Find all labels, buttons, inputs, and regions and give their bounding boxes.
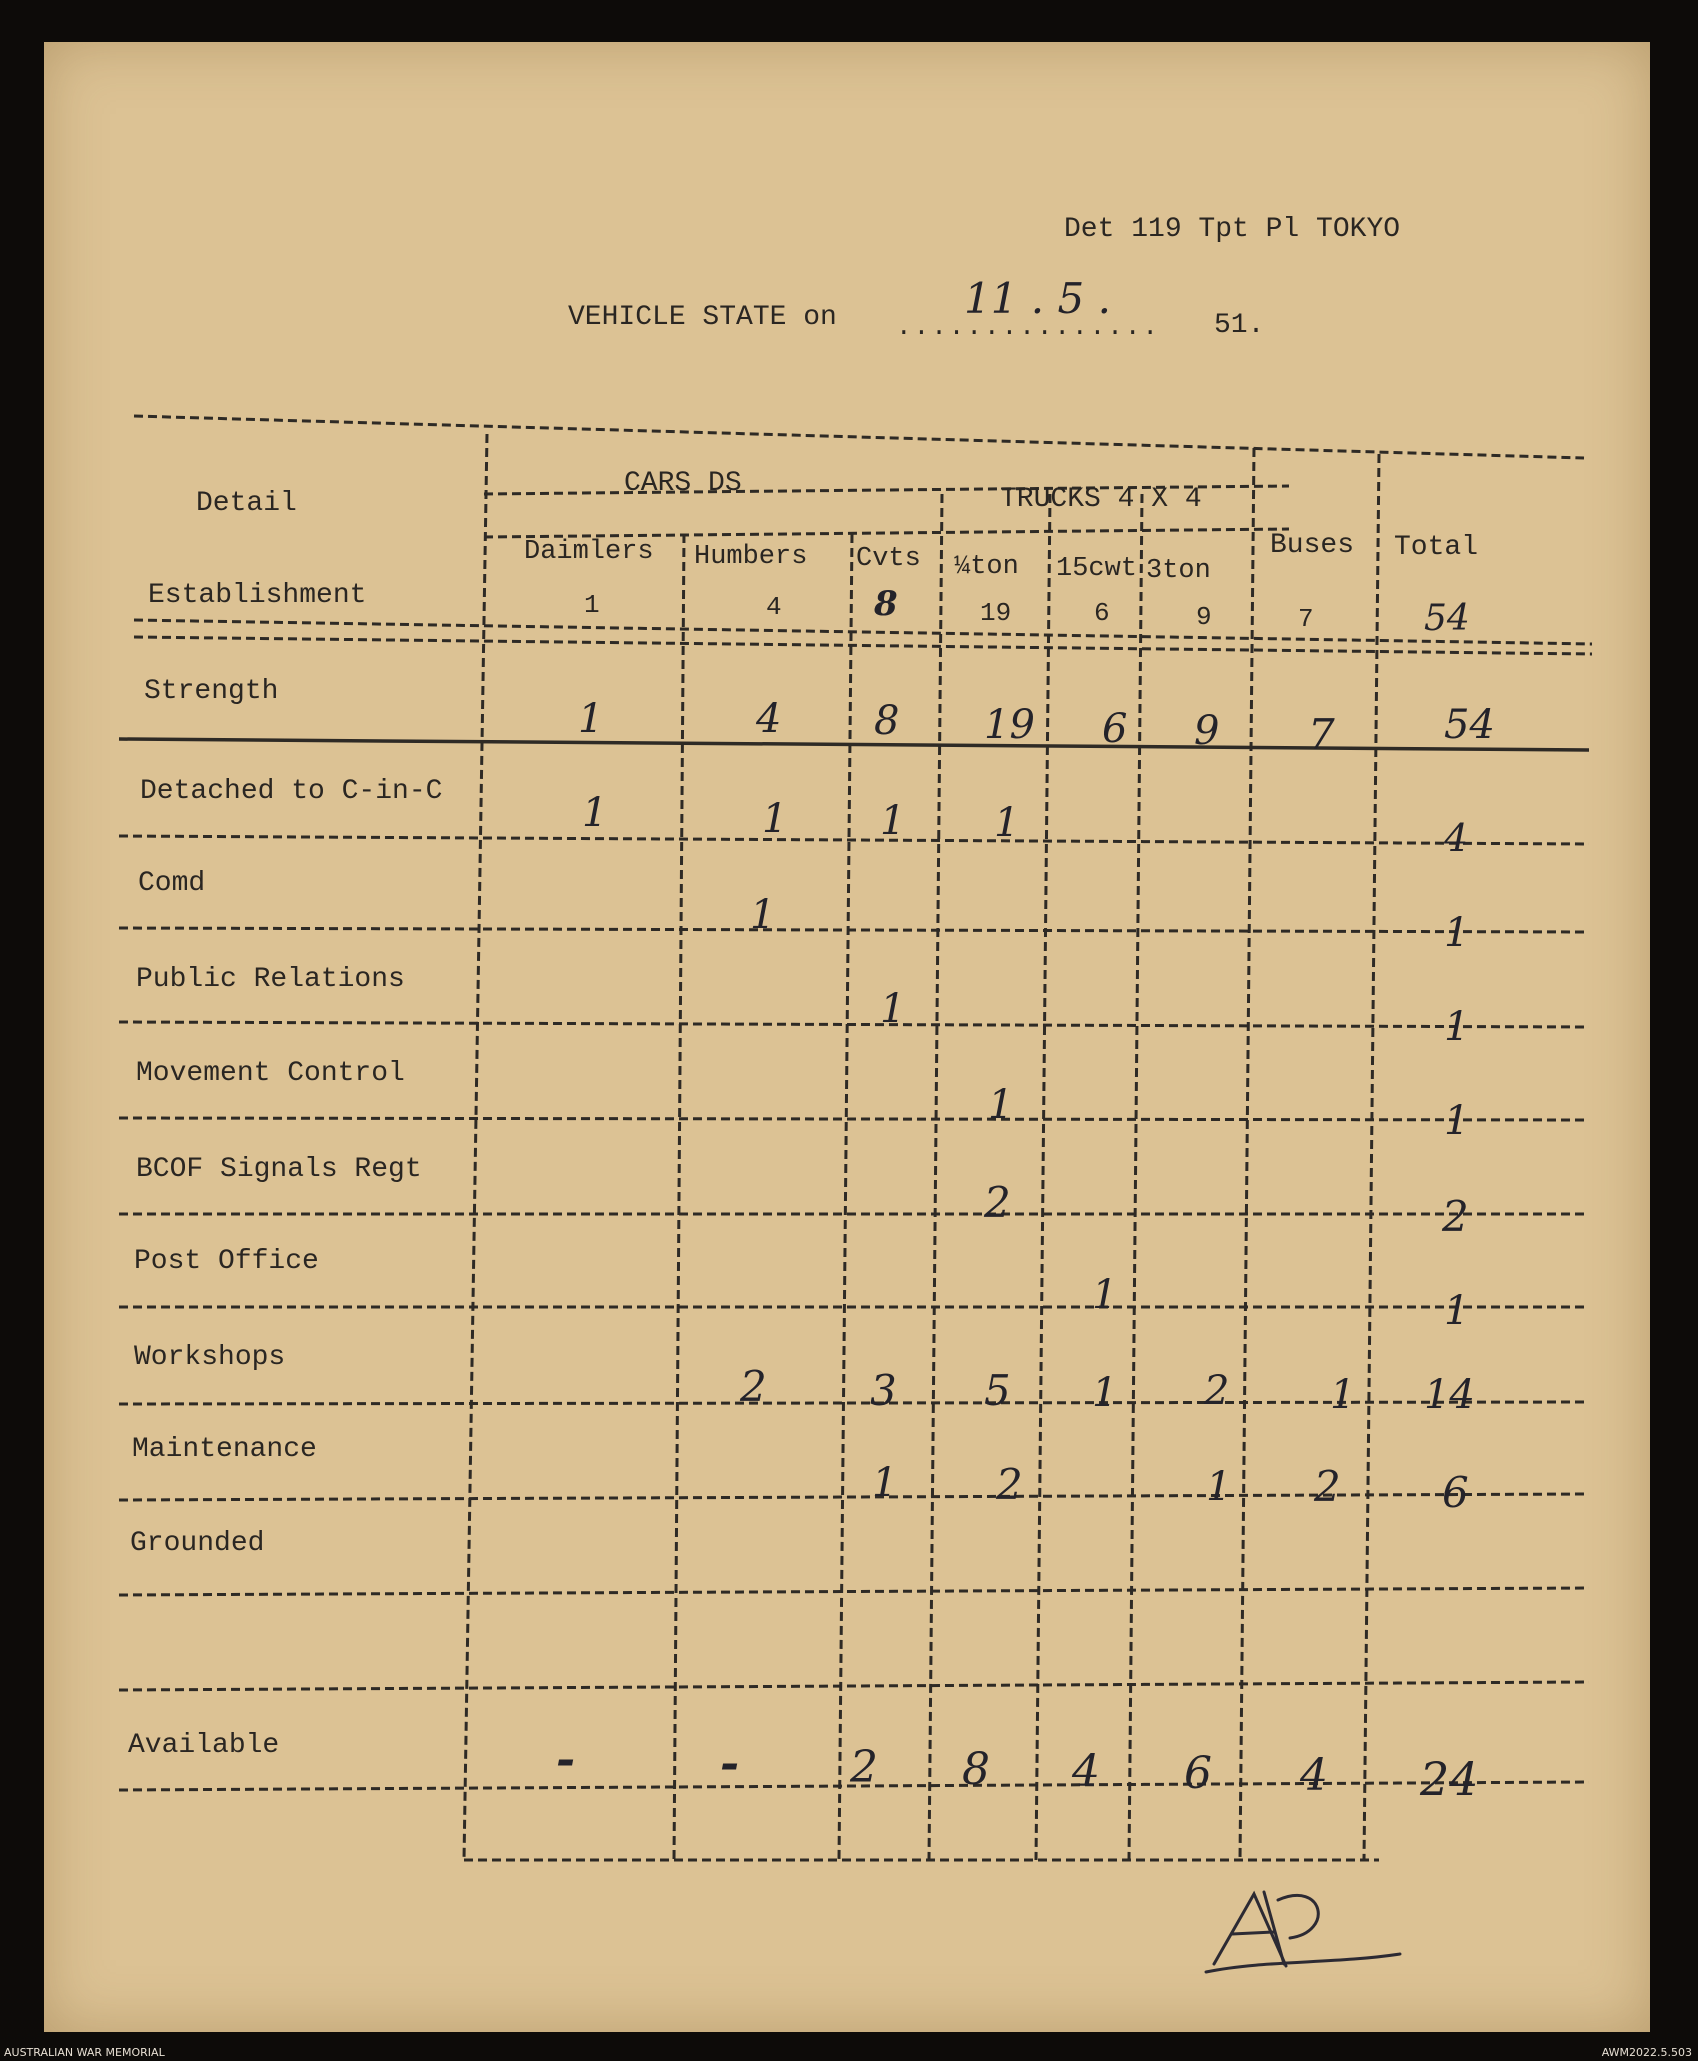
col-cvts: Cvts [856, 544, 921, 574]
row-label-bcof-signals: BCOF Signals Regt [136, 1154, 422, 1185]
workshops-humbers: 2 [740, 1362, 767, 1411]
workshops-buses: 1 [1330, 1372, 1356, 1418]
detached-quarter-ton: 1 [994, 800, 1020, 846]
detached-humbers: 1 [762, 796, 788, 842]
strength-buses: 7 [1308, 710, 1335, 759]
strength-daimlers: 1 [578, 696, 604, 742]
public-relations-cvts: 1 [880, 986, 906, 1032]
col-total: Total [1394, 532, 1479, 563]
maintenance-cvts: 1 [872, 1460, 898, 1506]
workshops-15cwt: 1 [1092, 1370, 1118, 1416]
workshops-cvts: 3 [870, 1366, 897, 1415]
workshops-3ton: 2 [1204, 1368, 1230, 1414]
comd-humbers: 1 [750, 892, 776, 938]
establishment-15cwt: 6 [1094, 598, 1110, 628]
year-suffix: 51. [1214, 310, 1265, 341]
available-total: 24 [1420, 1752, 1479, 1806]
date-dots: ............... [896, 312, 1161, 342]
row-label-comd: Comd [138, 868, 206, 899]
comd-total: 1 [1444, 910, 1470, 956]
establishment-daimlers: 1 [584, 590, 600, 620]
establishment-3ton: 9 [1196, 602, 1212, 632]
strength-quarter-ton: 19 [984, 702, 1035, 748]
available-daimlers: - [556, 1732, 576, 1786]
available-humbers: - [720, 1736, 740, 1790]
col-15cwt: 15cwt [1056, 554, 1138, 584]
movement-control-quarter-ton: 1 [988, 1082, 1014, 1128]
maintenance-3ton: 1 [1206, 1464, 1232, 1510]
post-office-15cwt: 1 [1092, 1272, 1118, 1318]
row-label-movement-control: Movement Control [136, 1058, 405, 1089]
row-label-workshops: Workshops [134, 1342, 286, 1373]
strength-humbers: 4 [756, 696, 782, 742]
detached-cvts: 1 [880, 798, 906, 844]
title-prefix: VEHICLE STATE on [568, 302, 837, 333]
bcof-signals-quarter-ton: 2 [984, 1178, 1011, 1227]
detail-header: Detail [196, 488, 297, 519]
available-3ton: 6 [1184, 1748, 1212, 1799]
col-buses: Buses [1270, 530, 1355, 561]
maintenance-total: 6 [1442, 1468, 1469, 1517]
bcof-signals-total: 2 [1442, 1192, 1469, 1241]
strength-cvts: 8 [874, 698, 900, 744]
row-label-strength: Strength [144, 676, 279, 707]
available-cvts: 2 [850, 1742, 878, 1793]
signature-initials [1194, 1872, 1414, 1982]
table-grid [44, 42, 1650, 2032]
strength-total: 54 [1444, 702, 1495, 748]
establishment-humbers: 4 [766, 592, 782, 622]
available-quarter-ton: 8 [962, 1744, 990, 1795]
post-office-total: 1 [1444, 1288, 1470, 1334]
col-quarter-ton: ¼ton [954, 552, 1019, 582]
row-label-maintenance: Maintenance [132, 1434, 317, 1465]
establishment-label: Establishment [148, 580, 367, 611]
public-relations-total: 1 [1444, 1004, 1470, 1050]
trucks-header: TRUCKS 4 X 4 [1000, 484, 1202, 515]
row-label-available: Available [128, 1730, 280, 1761]
cars-ds-header: CARS DS [624, 468, 742, 499]
available-buses: 4 [1300, 1750, 1328, 1801]
maintenance-quarter-ton: 2 [996, 1460, 1023, 1509]
row-label-post-office: Post Office [134, 1246, 319, 1277]
footer-accession-number: AWM2022.5.503 [1601, 2046, 1692, 2059]
establishment-buses: 7 [1298, 604, 1314, 634]
footer-institution: AUSTRALIAN WAR MEMORIAL [4, 2046, 165, 2059]
strength-15cwt: 6 [1102, 706, 1128, 752]
workshops-total: 14 [1424, 1372, 1475, 1418]
col-3ton: 3ton [1146, 556, 1211, 586]
document-sheet [44, 42, 1650, 2032]
detached-total: 4 [1444, 816, 1469, 860]
strength-3ton: 9 [1194, 708, 1220, 754]
establishment-total: 54 [1424, 598, 1470, 639]
available-15cwt: 4 [1072, 1746, 1100, 1797]
row-label-grounded: Grounded [130, 1528, 265, 1559]
maintenance-buses: 2 [1314, 1462, 1341, 1511]
unit-heading: Det 119 Tpt Pl TOKYO [1064, 214, 1401, 245]
col-humbers: Humbers [694, 542, 808, 572]
workshops-quarter-ton: 5 [984, 1366, 1011, 1415]
handwritten-date: 11 . 5 . [964, 274, 1111, 323]
establishment-quarter-ton: 19 [980, 598, 1012, 628]
col-daimlers: Daimlers [524, 537, 654, 567]
movement-control-total: 1 [1444, 1098, 1470, 1144]
row-label-detached: Detached to C-in-C [140, 776, 443, 807]
establishment-cvts: 8 [874, 584, 898, 624]
detached-daimlers: 1 [582, 790, 608, 836]
row-label-public-relations: Public Relations [136, 964, 405, 995]
